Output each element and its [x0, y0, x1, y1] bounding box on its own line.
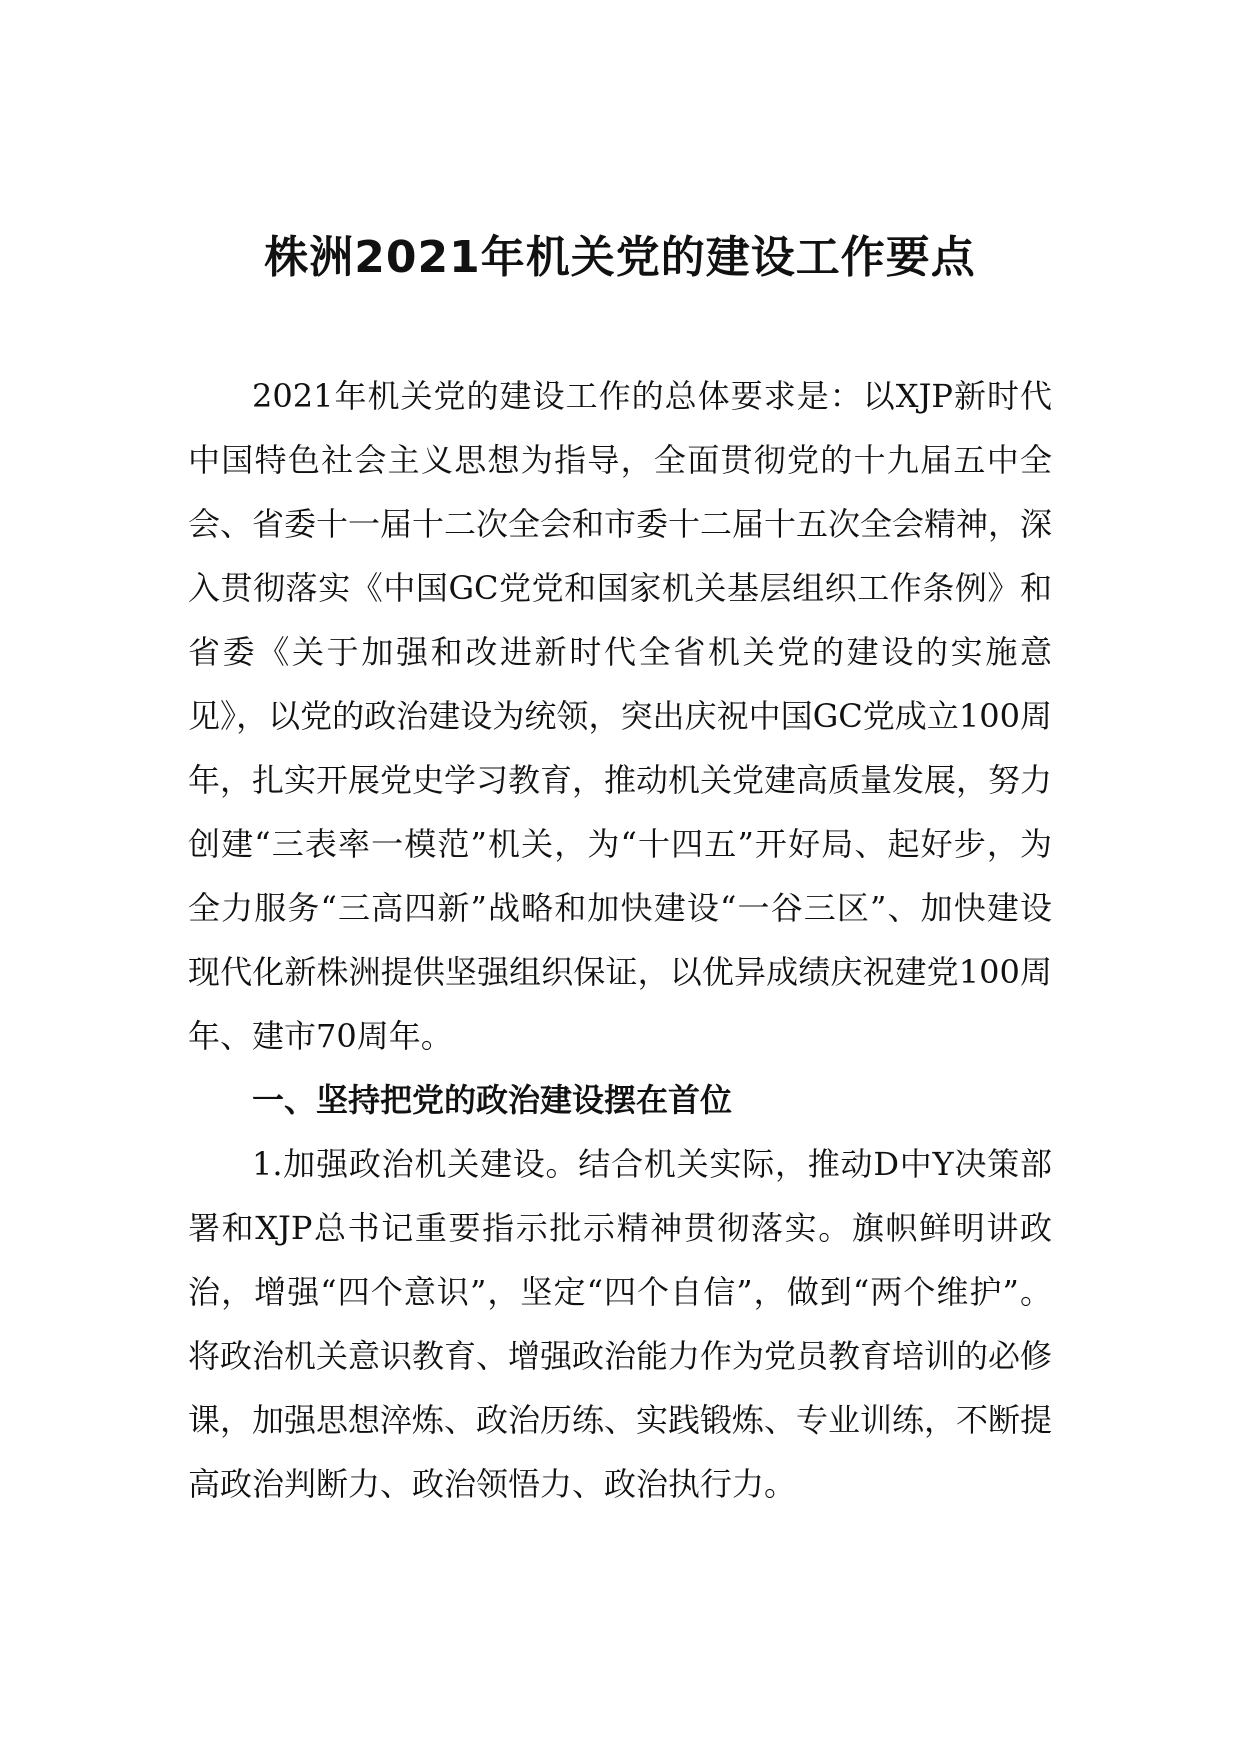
intro-paragraph: 2021年机关党的建设工作的总体要求是：以XJP新时代中国特色社会主义思想为指导，全面贯彻党的十九届五中全会、省委十一届十二次全会和市委十二届十五次全会精神，深入贯彻落实《中国GC党党和国家机关基层组织工作条例》和省委《关于加强和改进新时代全省机关党的建设的实施意见》，以党的政治建设为统领，突出庆祝中国GC党成立100周年，扎实开展党史学习教育，推动机关党建高质量发展，努力创建“三表率一模范”机关，为“十四五”开好局、起好步，为全力服务“三高四新”战略和加快建设“一谷三区”、加快建设现代化新株洲提供坚强组织保证，以优异成绩庆祝建党100周年、建市70周年。 — [188, 377, 1053, 1055]
document-body — [188, 364, 1052, 1516]
section-heading: 一、坚持把党的政治建设摆在首位 — [252, 1081, 733, 1119]
section-paragraph: 1.加强政治机关建设。结合机关实际，推动D中Y决策部署和XJP总书记重要指示批示精神贯彻落实。旗帜鲜明讲政治，增强“四个意识”，坚定“四个自信”，做到“两个维护”。将政治机关意识教育、增强政治能力作为党员教育培训的必修课，加强思想淬炼、政治历练、实践锻炼、专业训练，不断提高政治判断力、政治领悟力、政治执行力。 — [188, 1145, 1053, 1503]
document-title: 株洲2021年机关党的建设工作要点 — [264, 232, 976, 283]
